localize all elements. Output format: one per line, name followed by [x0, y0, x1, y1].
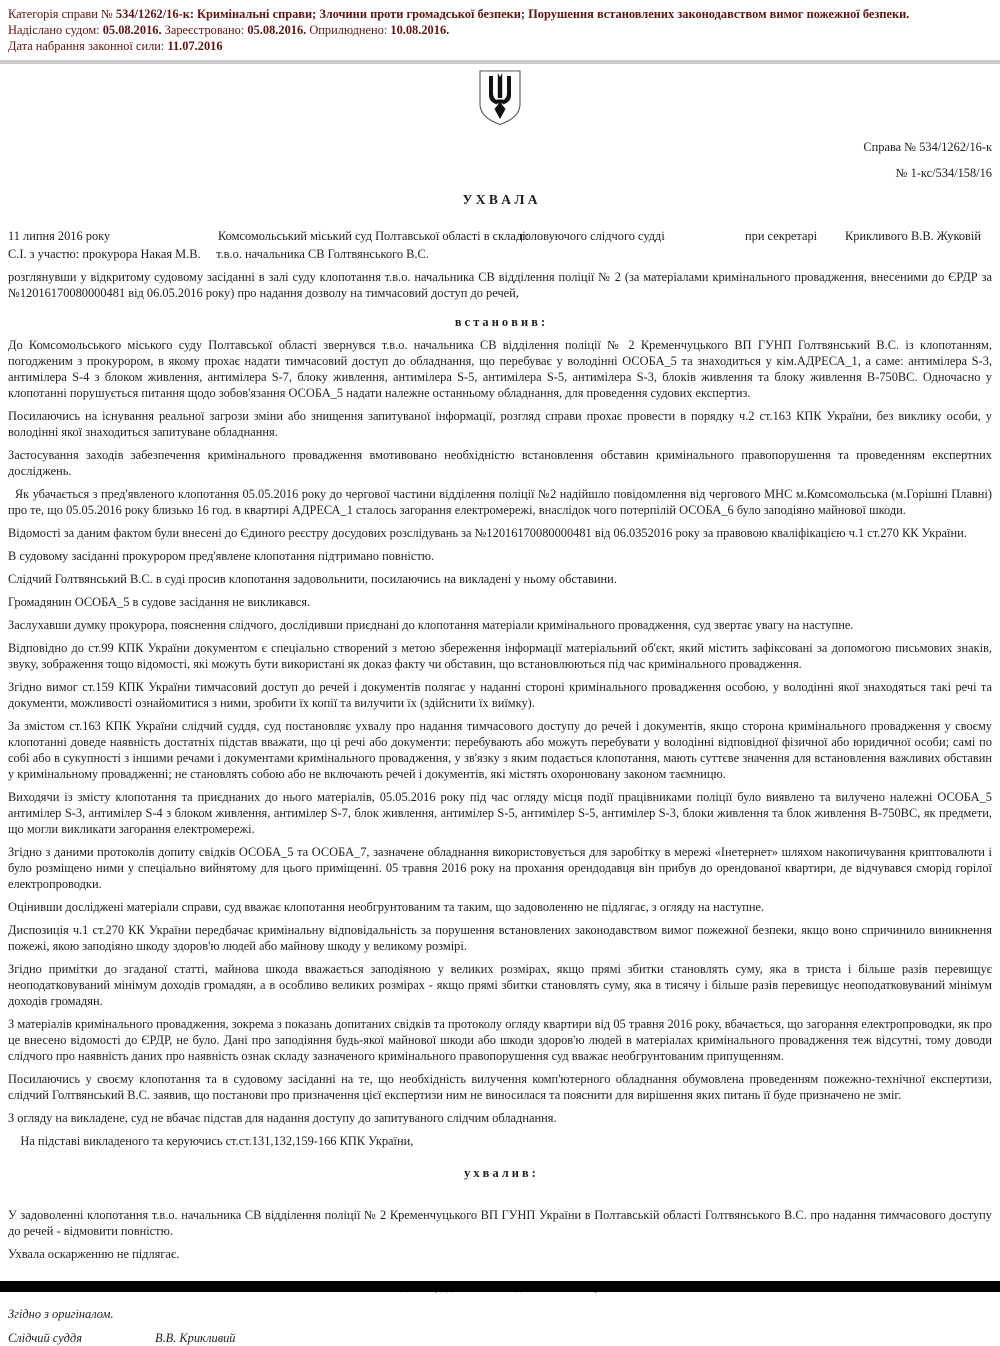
paragraph: В судовому засіданні прокурором пред'явлене клопотання підтримано повністю. — [8, 549, 435, 563]
paragraph: Виходячи із змісту клопотання та приєднаних до нього матеріалів, 05.05.2016 року під час огляду місця події працівниками поліції було виявлено та вилучено належні ОСОБА_5 антимілер S-3, антимілер S-4 з блоком живлення, антимілер S-7, блок живлення, антимілер S-5, антимілер S-5, антимілер S-3, блоки живлення та блок живлення В-750ВС, як предмети, що могли викликати загорання електромережі. — [8, 790, 992, 836]
paragraph: З матеріалів кримінального провадження, зокрема з показань допитаних свідків та протоколу огляду квартири від 05 травня 2016 року, вбачається, що загорання електропроводки, як про це внесено відомості до ЄРДР, не було. Дані про заподіяння будь-якої майнової шкоди або шкоди здоров'ю людей в матеріалах кримінального провадження теж відсутні, тому доводи слідчого про наявність даних про наявність ознак складу зазначеного кримінального правопорушення суд вважає необгрунтованим припущенням. — [8, 1017, 992, 1063]
legal-force-label: Дата набрання законної сили: — [8, 39, 168, 53]
no-appeal-paragraph: Ухвала оскарженню не підлягає. — [8, 1247, 180, 1261]
paragraph: Відомості за даним фактом були внесені до Єдиного реєстру досудових розслідувань за №12016170080000481 від 06.0352016 року за правовою кваліфікацією ч.1 ст.270 КК України. — [8, 526, 967, 540]
legal-basis-paragraph: На підставі викладеного та керуючись ст.ст.131,132,159-166 КПК України, — [8, 1134, 414, 1148]
paragraph: Заслухавши думку прокурора, пояснення слідчого, дослідивши приєднані до клопотання матеріали кримінального провадження, суд звертає увагу на наступне. — [8, 618, 854, 632]
court-composition-line2: С.І. з участю: прокурора Накая М.В. т.в.о. начальника СВ Голтвянського В.С. — [8, 247, 429, 261]
sent-value: 05.08.2016. — [102, 23, 162, 37]
paragraph: За змістом ст.163 КПК України слідчий суддя, суд постановляє ухвалу про надання тимчасового доступу до речей і документів, якщо сторона кримінального провадження у своєму клопотанні доведе наявність достатніх підстав вважати, що ці речі або документи: перебувають або можуть перебувати у володінні відповідної фізичної або юридичної особи; самі по собі або в сукупності з іншими речами і документами кримінального провадження, у зв'язку з яким подається клопотання, мають суттєве значення для встановлення важливих обставин у кримінальному провадженні; не становлять собою або не включають речей і документів, які містять охоронювану законом таємницю. — [8, 719, 992, 781]
secretary-label: при секретарі — [745, 229, 818, 243]
decision-date: 11 липня 2016 року — [8, 229, 111, 243]
header-category-line — [8, 6, 992, 22]
case-number-line: Справа № 534/1262/16-к — [863, 140, 992, 154]
emblem-container — [8, 69, 992, 127]
paragraph: Громадянин ОСОБА_5 в судове засідання не викликався. — [8, 595, 311, 609]
header-legal-force-line — [8, 38, 992, 54]
paragraph: Посилаючись у своєму клопотання та в судовому засіданні на те, що необхідність вилучення комп'ютерного обладнання обумовлена проведенням пожежно-технічної експертизи, слідчий Голтвянський В.С. заявив, що постанови про призначення цієї експертизи ним не виносилася та пояснити для вирішення яких питань її буде призначено не зміг. — [8, 1072, 992, 1102]
header-dates-line — [8, 22, 992, 38]
copy-judge-signature-line — [8, 1331, 992, 1346]
published-value: 10.08.2016. — [390, 23, 450, 37]
resolution-paragraph: У задоволенні клопотання т.в.о. начальника СВ відділення поліції № 2 Кременчуцького ВП ГУНП України в Полтавській області Голтвянського В.С. про надання тимчасового доступу до речей - відмовити повністю. — [8, 1208, 992, 1238]
copy-judge-name: В.В. Крикливий — [155, 1331, 236, 1345]
certified-copy-note: Згідно з оригіналом. — [8, 1307, 114, 1321]
ruled-heading: у х в а л и в : — [464, 1166, 536, 1180]
category-label: Категорія справи № — [8, 7, 116, 21]
paragraph: З огляду на викладене, суд не вбачає підстав для надання доступу до запитуваного слідчим обладнання. — [8, 1111, 557, 1125]
paragraph: Згідно вимог ст.159 КПК України тимчасовий доступ до речей і документів полягає у наданні стороні кримінального провадження особою, у володінні якої знаходяться такі речі та документи, можливості ознайомитися з ними, зробити їх копії та вилучити їх (здійснити їх виїмку). — [8, 680, 992, 710]
published-label: Оприлюднено: — [306, 23, 391, 37]
bottom-black-bar — [0, 1281, 1000, 1292]
registry-number-line: № 1-кс/534/158/16 — [895, 166, 992, 180]
category-value: 534/1262/16-к: Кримінальні справи; Злочини проти громадської безпеки; Порушення встановлених законодавством вимог пожежної безпеки. — [115, 7, 910, 21]
paragraph: Посилаючись на існування реальної загрози зміни або знищення запитуваної інформації, розгляд справи прохає провести в порядку ч.2 ст.163 КПК України, без виклику особи, у володінні якої знаходиться запитуване обладнання. — [8, 409, 992, 439]
paragraph: До Комсомольського міського суду Полтавської області звернувся т.в.о. начальника СВ відділення поліції № 2 Кременчуцького ВП ГУНП Голтвянський В.С. із клопотанням, погодженим з прокурором, в якому прохає надати тимчасовий доступ до обладнання, що перебуває у володінні ОСОБА_5 та знаходиться у кім.АДРЕСА_1, а саме: антимілера S-3, антимілера S-4 з блоком живлення, антимілера S-7, блоку живлення, антимілера S-5, антимілера S-5, антимілера S-3, блоків живлення та блоку живлення В-750ВС. Одночасно у клопотанні порушується питання щодо зобов'язання ОСОБА_5 надати належне останньому обладнання, для проведення судових експертиз. — [8, 338, 992, 400]
presiding-judge-label: головуючого слідчого судді — [520, 229, 665, 243]
header-divider — [0, 60, 1000, 64]
paragraph: Згідно примітки до згаданої статті, майнова шкода вважається заподіяною у великих розмірах, якщо прямі збитки становлять суму, яка в триста і більше разів перевищує неоподатковуваний мінімум доходів громадян, а в особливо великих розмірах - якщо прямі збитки становлять суму, яка в тисячу і більше разів перевищує неоподатковуваний мінімум доходів громадян. — [8, 962, 992, 1008]
established-heading: в с т а н о в и в : — [454, 315, 546, 329]
paragraph: Як убачається з пред'явленого клопотання 05.05.2016 року до чергової частини відділення поліції №2 надійшло повідомлення від чергового МНС м.Комсомольська (м.Горішні Плавні) про те, що 05.05.2016 року близько 16 год. в квартирі АДРЕСА_1 сталось загорання електромережі, внаслідок чого потерпілій ОСОБА_6 було заподіяно майнової шкоди. — [8, 487, 992, 517]
ukraine-trident-coat-of-arms-icon — [476, 69, 524, 127]
paragraph: Відповідно до ст.99 КПК України документом є спеціально створений з метою збереження інформації матеріальний об'єкт, який містить зафіксовані за допомогою письмових знаків, звуку, зображення тощо відомості, які можуть бути використані як доказ факту чи обставин, що встановлюються під час кримінального провадження. — [8, 641, 992, 671]
paragraph: Оцінивши досліджені матеріали справи, суд вважає клопотання необгрунтованим та таким, що задоволенню не підлягає, з огляду на наступне. — [8, 900, 765, 914]
registered-label: Зареєстровано: — [161, 23, 248, 37]
copy-judge-title: Слідчий суддя — [8, 1331, 82, 1345]
legal-force-value: 11.07.2016 — [167, 39, 223, 53]
court-name: Комсомольський міський суд Полтавської області в складі: — [218, 229, 530, 243]
judge-secretary-names: Крикливого В.В. Жуковій — [845, 229, 981, 243]
document-title: У Х В А Л А — [462, 192, 538, 207]
paragraph: Слідчий Голтвянський В.С. в суді просив клопотання задовольнити, посилаючись на викладені у ньому обставини. — [8, 572, 617, 586]
paragraph: Згідно з даними протоколів допиту свідків ОСОБА_5 та ОСОБА_7, зазначене обладнання використовується для заробітку в мережі «Інетернет» шляхом накопичування криптовалюти і було розміщено ними у спеціально вийнятому для цього приміщенні. 05 травня 2016 року на прохання орендодавця він прибув до орендованої квартири, де відчувався сморід горілої електропроводки. — [8, 845, 992, 891]
paragraph: розглянувши у відкритому судовому засіданні в залі суду клопотання т.в.о. начальника СВ відділення поліції № 2 (за матеріалами кримінального провадження, внесеними до ЄРДР за №12016170080000481 від 06.05.2016 року) про надання дозволу на тимчасовий доступ до речей, — [8, 270, 992, 300]
sent-label: Надіслано судом: — [8, 23, 103, 37]
paragraph: Диспозиція ч.1 ст.270 КК України передбачає кримінальну відповідальність за порушення встановлених законодавством вимог пожежної безпеки, якщо воно спричинило виникнення пожежі, якою заподіяно шкоду здоров'ю людей або майнову шкоду у великому розмірі. — [8, 923, 992, 953]
paragraph: Застосування заходів забезпечення кримінального провадження вмотивовано необхідністю встановлення обставин кримінального правопорушення та проведенням експертних досліджень. — [8, 448, 992, 478]
court-composition-line1 — [8, 229, 992, 245]
registered-value: 05.08.2016. — [247, 23, 307, 37]
